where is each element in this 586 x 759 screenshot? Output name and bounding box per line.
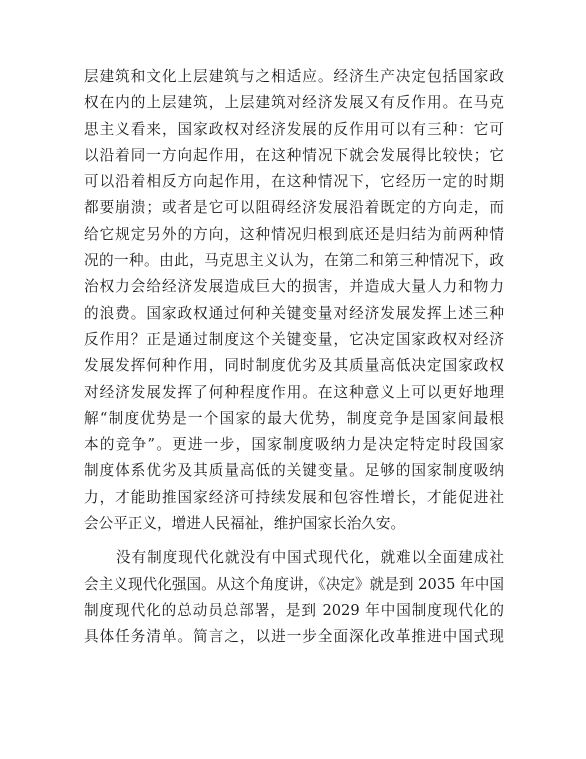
text-line: 思主义看来，国家政权对经济发展的反作用可以有三种：它可 <box>84 120 504 138</box>
document-page <box>84 64 504 651</box>
text-line: 发展发挥何种作用，同时制度优劣及其质量高低决定国家政权 <box>84 357 504 375</box>
text-line: 况的一种。由此，马克思主义认为，在第二和第三种情况下，政 <box>84 252 504 270</box>
text-line: 会公平正义，增进人民福祉，维护国家长治久安。 <box>84 515 406 533</box>
paragraph <box>84 64 504 537</box>
paragraph <box>84 545 504 650</box>
text-line: 都要崩溃；或者是它可以阻碍经济发展沿着既定的方向走，而 <box>84 199 504 217</box>
text-line: 具体任务清单。简言之，以进一步全面深化改革推进中国式现 <box>84 628 504 646</box>
text-line: 以沿着同一方向起作用，在这种情况下就会发展得比较快；它 <box>84 146 504 164</box>
text-line: 的浪费。国家政权通过何种关键变量对经济发展发挥上述三种 <box>84 304 504 322</box>
text-line: 治权力会给经济发展造成巨大的损害，并造成大量人力和物力 <box>84 278 504 296</box>
text-line: 本的竞争”。更进一步，国家制度吸纳力是决定特定时段国家 <box>84 436 504 454</box>
paragraph-gap <box>84 537 504 545</box>
text-line: 会主义现代化强国。从这个角度讲，《决定》就是到 2035 年中国 <box>84 575 504 593</box>
text-line: 制度体系优劣及其质量高低的关键变量。足够的国家制度吸纳 <box>84 462 504 480</box>
text-line: 反作用？正是通过制度这个关键变量，它决定国家政权对经济 <box>84 330 504 348</box>
text-line: 制度现代化的总动员总部署，是到 2029 年中国制度现代化的 <box>84 601 504 619</box>
text-line: 给它规定另外的方向，这种情况归根到底还是归结为前两种情 <box>84 225 504 243</box>
text-line: 层建筑和文化上层建筑与之相适应。经济生产决定包括国家政 <box>84 68 504 85</box>
text-line: 权在内的上层建筑，上层建筑对经济发展又有反作用。在马克 <box>84 94 504 112</box>
text-line: 没有制度现代化就没有中国式现代化，就难以全面建成社 <box>116 549 504 567</box>
text-line: 力，才能助推国家经济可持续发展和包容性增长，才能促进社 <box>84 488 504 506</box>
text-line: 可以沿着相反方向起作用，在这种情况下，它经历一定的时期 <box>84 173 504 191</box>
text-line: 对经济发展发挥了何种程度作用。在这种意义上可以更好地理 <box>84 383 504 401</box>
text-line: 解“制度优势是一个国家的最大优势，制度竞争是国家间最根 <box>84 409 504 427</box>
